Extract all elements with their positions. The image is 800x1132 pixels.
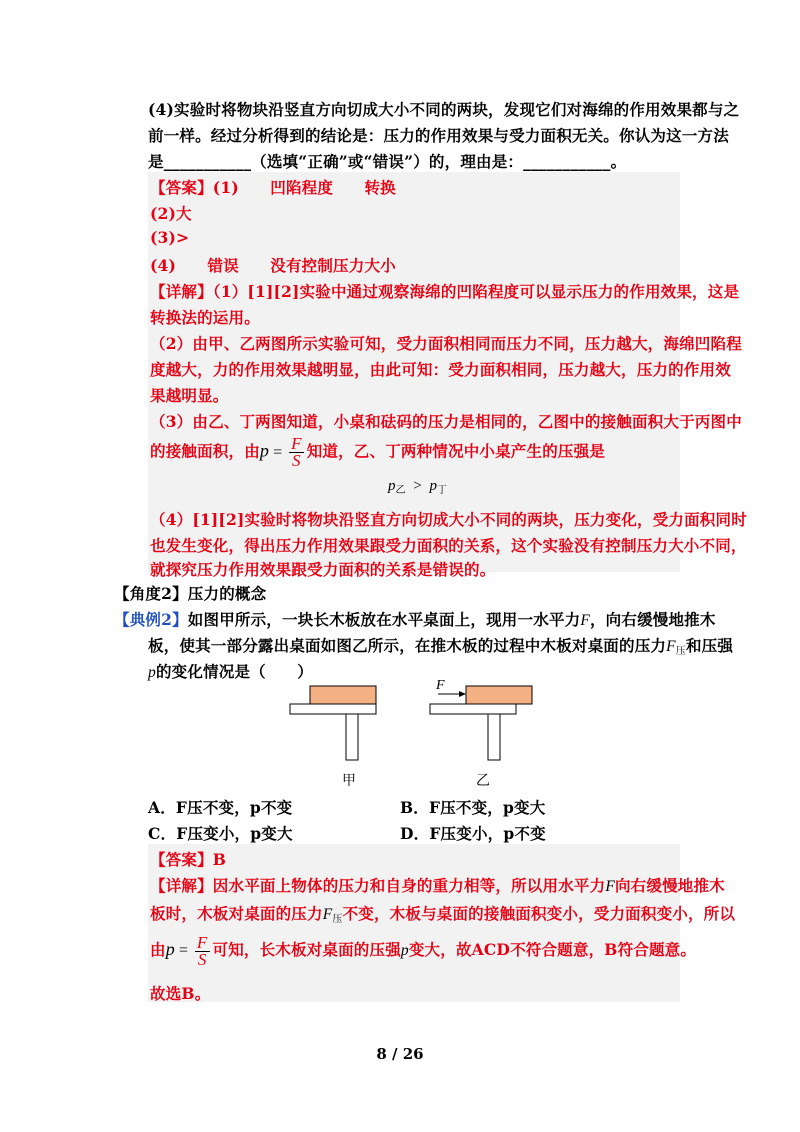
detail1-line5: 果越明显。 xyxy=(150,386,229,405)
angle-title: 压力的概念 xyxy=(187,584,267,603)
page-number: 8 / 26 xyxy=(376,1045,424,1063)
example-q2b: 和压强 xyxy=(685,636,734,655)
formula-p: p xyxy=(259,440,270,461)
figure-label-left: 甲 xyxy=(342,773,356,789)
formula2-numerator: F xyxy=(196,932,208,952)
example-q2a: 板，使其一部分露出桌面如图乙所示，在推木板的过程中木板对桌面的压力 xyxy=(148,636,667,655)
detail1-line1: 【详解】（1）[1][2]实验中通过观察海绵的凹陷程度可以显示压力的作用效果，这是 xyxy=(150,282,740,301)
detail1-line8: （4）[1][2]实验时将物块沿竖直方向切成大小不同的两块，压力变化，受力面积同时 xyxy=(150,510,747,529)
question4-line3: 是___________（选填“正确”或“错误”）的，理由是：___________。 xyxy=(148,152,627,171)
detail2-line2 xyxy=(150,902,735,925)
formula-fraction xyxy=(289,436,304,469)
angle-label: 【角度2】 xyxy=(114,584,188,603)
detail1-line9: 也发生变化，得出压力作用效果跟受力面积的关系，这个实验没有控制压力大小不同， xyxy=(150,536,747,555)
figure-label-right: 乙 xyxy=(476,773,490,789)
example-q1: 如图甲所示，一块长木板放在水平桌面上，现用一水平力 xyxy=(187,610,581,629)
detail1-line7 xyxy=(150,436,605,469)
detail1-line7-suffix: 知道，乙、丁两种情况中小桌产生的压强是 xyxy=(306,441,606,461)
answer1-line2: (2)大 xyxy=(150,204,192,223)
example-q1-rest: ，向右缓慢地推木 xyxy=(589,610,716,629)
example-q1-F: F xyxy=(580,612,590,629)
force-arrow-head xyxy=(459,691,466,697)
detail2-line2a: 板时，木板对桌面的压力 xyxy=(150,904,323,923)
formula-denominator: S xyxy=(292,451,301,470)
detail2-line1-F: F xyxy=(605,878,615,895)
pressure-comparison xyxy=(388,478,447,496)
example-label: 【典例2】 xyxy=(114,610,188,629)
detail2-line4: 故选B。 xyxy=(150,984,211,1003)
table-leg-right xyxy=(488,714,500,760)
table-leg-left xyxy=(346,714,358,760)
pressure-p2-sub: 丁 xyxy=(436,485,447,496)
detail1-line10: 就探究压力作用效果跟受力面积的关系是错误的。 xyxy=(150,560,496,579)
board-right xyxy=(430,704,516,714)
option-c: C．F压变小，p变大 xyxy=(148,824,293,843)
option-b: B．F压不变，p变大 xyxy=(400,798,546,817)
force-label: F xyxy=(436,678,445,693)
formula2-p: p xyxy=(165,939,175,959)
detail2-line1a: 【详解】因水平面上物体的压力和自身的重力相等，所以用水平力 xyxy=(150,876,606,895)
angle-heading xyxy=(114,582,266,604)
detail1-line7-prefix: 的接触面积，由 xyxy=(150,441,260,461)
detail2-line2-F: F xyxy=(322,906,333,923)
detail1-line6: （3）由乙、丁两图知道，小桌和砝码的压力是相同的，乙图中的接触面积大于丙图中 xyxy=(150,412,742,431)
example-q3-p: p xyxy=(148,664,156,681)
pressure-p1: p xyxy=(388,478,396,494)
question4-line1: (4)实验时将物块沿竖直方向切成大小不同的两块，发现它们对海绵的作用效果都与之 xyxy=(148,100,740,119)
pressure-p1-sub: 乙 xyxy=(395,485,406,496)
example-q3b: 的变化情况是（ ） xyxy=(155,662,313,681)
answer1-line4: (4) 错误 没有控制压力大小 xyxy=(150,256,396,275)
detail2-line3c: 变大，故ACD不符合题意，B符合题意。 xyxy=(408,940,697,959)
answer2-line1: 【答案】B xyxy=(150,850,227,869)
pressure-p2: p xyxy=(429,478,437,494)
example-q2-sub: 压 xyxy=(675,646,686,657)
detail2-line3 xyxy=(150,934,696,968)
block-left xyxy=(310,686,376,704)
answer1-line3: (3)> xyxy=(150,228,190,247)
formula-numerator: F xyxy=(291,434,302,453)
formula2-denominator: S xyxy=(197,949,207,969)
example-q2-F: F xyxy=(666,638,676,655)
pressure-op: > xyxy=(413,478,422,494)
detail2-line3a: 由 xyxy=(150,940,166,959)
example-line1 xyxy=(114,608,716,630)
question4-line2: 前一样。经过分析得到的结论是：压力的作用效果与受力面积无关。你认为这一方法 xyxy=(148,126,729,145)
detail2-line2b: 不变，木板与桌面的接触面积变小，受力面积变小，所以 xyxy=(342,904,736,923)
example-line2 xyxy=(148,634,733,657)
formula2-fraction xyxy=(195,932,210,969)
answer1-line1: 【答案】(1) 凹陷程度 转换 xyxy=(150,178,396,197)
detail1-line3: （2）由甲、乙两图所示实验可知，受力面积相同而压力不同，压力越大，海绵凹陷程 xyxy=(150,334,742,353)
detail1-line4: 度越大，力的作用效果越明显，由此可知：受力面积相同，压力越大，压力的作用效 xyxy=(150,360,731,379)
detail2-line3-p: p xyxy=(400,942,409,959)
detail2-line1b: 向右缓慢地推木 xyxy=(614,876,725,895)
formula-eq: = xyxy=(272,443,284,461)
experiment-figure xyxy=(280,672,540,792)
detail2-line3b: 可知，长木板对桌面的压强 xyxy=(212,940,401,959)
detail1-line2: 转换法的运用。 xyxy=(150,308,260,327)
detail2-line1 xyxy=(150,874,725,896)
option-a: A．F压不变，p不变 xyxy=(148,798,293,817)
block-right xyxy=(466,686,532,704)
formula2-eq: = xyxy=(177,942,189,959)
option-d: D．F压变小，p不变 xyxy=(400,824,546,843)
detail2-line2-sub: 压 xyxy=(332,914,343,925)
board-left xyxy=(290,704,376,714)
